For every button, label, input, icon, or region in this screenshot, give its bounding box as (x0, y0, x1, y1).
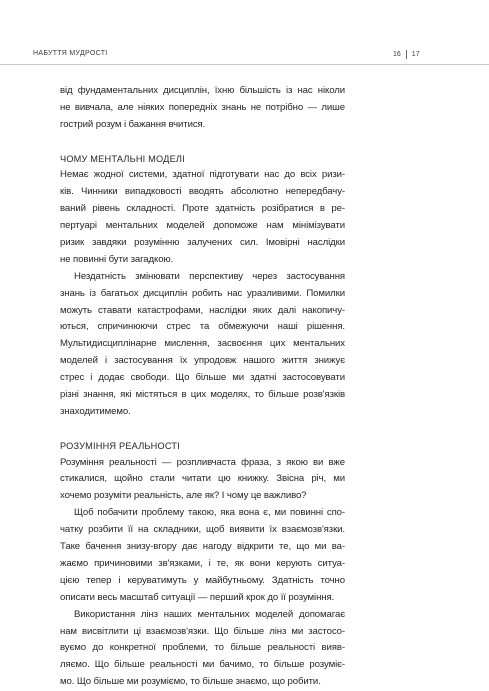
paragraph-line: ків. Чинники випадковості вводять абсолютно непередбачу- (60, 186, 345, 198)
paragraph-line: нам висвітлити ці взаємозв'язки. Що більше лінз ми застосо- (60, 625, 345, 637)
paragraph-line: знань із багатьох дисциплін робить нас уразливими. Помилки (60, 287, 345, 299)
paragraph-line: стикалися, щойно стали читати цю книжку. Звісна річ, ми (60, 473, 345, 485)
page-number-left: 16 (393, 51, 401, 58)
paragraph-line: різні знання, які містяться в цих моделях, то більше розв'язків (60, 389, 345, 401)
running-head-title: НАБУТТЯ МУДРОСТІ (33, 50, 108, 57)
paragraph-line: Нездатність змінювати перспективу через застосування (74, 270, 345, 282)
paragraph-line: стрес і додає свободи. Що більше ми здатні застосовувати (60, 372, 345, 384)
paragraph-line: мо. Що більше ми розуміємо, то більше знаємо, що робити. (60, 676, 321, 688)
page-number-separator (406, 50, 407, 59)
paragraph-line: ляємо. Що більше реальності ми бачимо, то більше розуміє- (60, 659, 345, 671)
paragraph-line: Використання лінз наших ментальних моделей допомагає (74, 608, 345, 620)
paragraph-line: ризик завдяки розумінню залучених сил. Імовірні наслідки (60, 237, 345, 249)
paragraph-line: можуть ставати катастрофами, наслідки яких далі накопичу- (60, 304, 345, 316)
paragraph-line: Мультидисциплінарне мислення, засвоєння цих ментальних (60, 338, 345, 350)
paragraph-line: цією тепер і керуватимуть у майбутньому. Здатність точно (60, 574, 345, 586)
section-heading: ЧОМУ МЕНТАЛЬНІ МОДЕЛІ (60, 153, 185, 164)
spacer (60, 421, 345, 438)
paragraph-line: ваний рівень складності. Проте здатність розібратися в ре- (60, 203, 345, 215)
paragraph-line: Таке бачення знизу-вгору дає нагоду відкрити те, що ми ва- (60, 541, 345, 553)
paragraph-line: хочемо розуміти реальність, але як? І чому це важливо? (60, 490, 307, 502)
page-numbers (393, 50, 420, 59)
intro-line: гострий розум і бажання вчитися. (60, 118, 206, 130)
paragraph-line: ються, спричинюючи стрес та обмежуючи наші рішення. (60, 321, 345, 333)
spacer (60, 134, 345, 151)
paragraph-line: знаходитимемо. (60, 405, 131, 417)
paragraph-line: жаємо причиновими зв'язками, і те, як вони керують ситуа- (60, 557, 345, 569)
header-rule (0, 64, 489, 65)
paragraph-line: вуємо до конкретної проблеми, то більше реальності вияв- (60, 642, 345, 654)
section-heading: РОЗУМІННЯ РЕАЛЬНОСТІ (60, 440, 180, 451)
paragraph-line: описати весь масштаб ситуації — перший крок до її розуміння. (60, 591, 335, 603)
paragraph-line: не повинні бути загадкою. (60, 253, 174, 265)
intro-line: від фундаментальних дисциплін, їхню більшість із нас ніколи (60, 85, 345, 96)
intro-line: не вивчала, але ніяких попередніх знань не потрібно — лише (60, 101, 345, 113)
paragraph-line: чатку розбити її на складники, щоб виявити їх взаємозв'язки. (60, 524, 345, 536)
paragraph-line: Немає жодної системи, здатної підготувати нас до всіх ризи- (60, 169, 345, 181)
paragraph-line: Щоб побачити проблему такою, яка вона є, ми повинні спо- (74, 507, 345, 519)
paragraph-line: Розуміння реальності — розпливчаста фраза, з якою ви вже (60, 456, 345, 468)
paragraph-line: моделей і застосування їх упродовж нашого життя знижує (60, 355, 345, 367)
page-number-right: 17 (411, 51, 420, 58)
paragraph-line: пертуарі ментальних моделей допоможе нам мінімізувати (60, 220, 345, 232)
